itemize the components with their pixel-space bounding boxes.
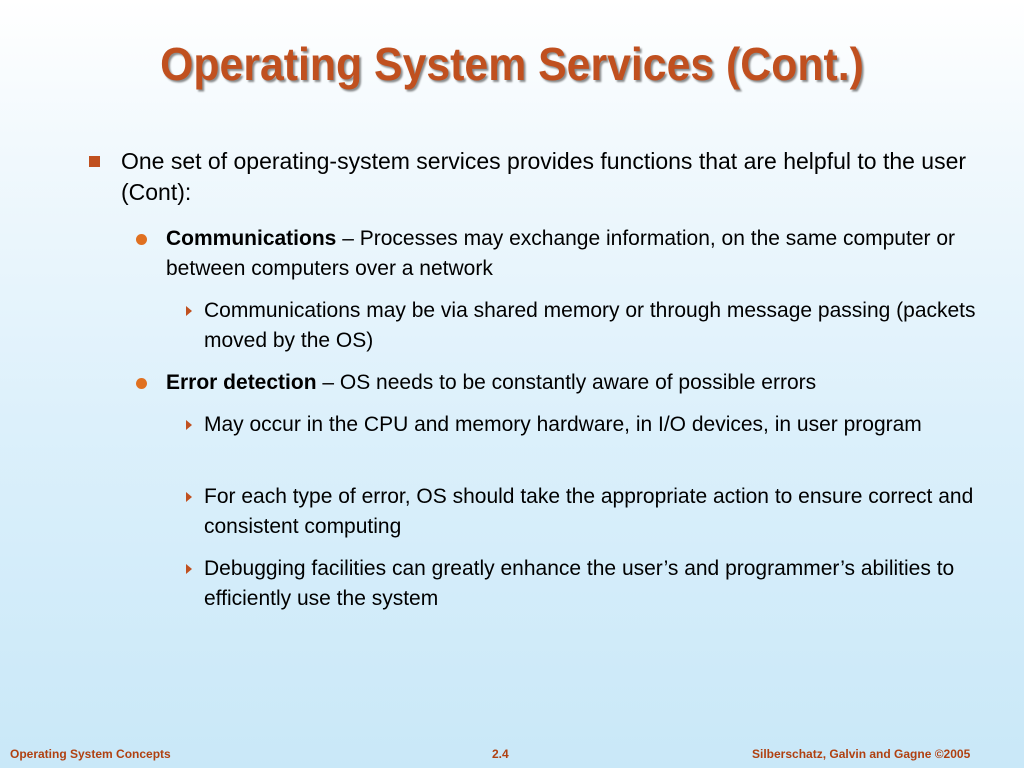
square-bullet-icon bbox=[89, 156, 100, 167]
intro-text: One set of operating-system services provides functions that are helpful to the user (Cont): bbox=[121, 148, 967, 205]
sub-list-item: For each type of error, OS should take the appropriate action to ensure correct and consistent computing bbox=[204, 485, 974, 538]
triangle-bullet-icon bbox=[186, 492, 192, 502]
circle-bullet-icon bbox=[136, 234, 147, 245]
triangle-bullet-icon bbox=[186, 420, 192, 430]
list-item bbox=[166, 224, 996, 284]
triangle-bullet-icon bbox=[186, 306, 192, 316]
triangle-bullet-icon bbox=[186, 564, 192, 574]
item-term: Error detection bbox=[166, 371, 317, 394]
circle-bullet-icon bbox=[136, 378, 147, 389]
footer-page-number: 2.4 bbox=[492, 747, 509, 761]
sub-list-item: Debugging facilities can greatly enhance the user’s and programmer’s abilities to efficiently use the system bbox=[204, 557, 955, 610]
item-description: – Processes may exchange information, on the same computer or between computers over a network bbox=[166, 227, 955, 280]
item-description: – OS needs to be constantly aware of possible errors bbox=[316, 371, 817, 394]
footer-course-title: Operating System Concepts bbox=[10, 747, 171, 761]
sub-list-item: Communications may be via shared memory or through message passing (packets moved by the OS) bbox=[204, 299, 976, 352]
slide-title: Operating System Services (Cont.) bbox=[160, 38, 864, 90]
item-term: Communications bbox=[166, 227, 337, 250]
list-item bbox=[166, 368, 996, 398]
sub-list-item: May occur in the CPU and memory hardware, in I/O devices, in user program bbox=[204, 413, 922, 436]
footer-copyright: Silberschatz, Galvin and Gagne ©2005 bbox=[752, 747, 971, 761]
